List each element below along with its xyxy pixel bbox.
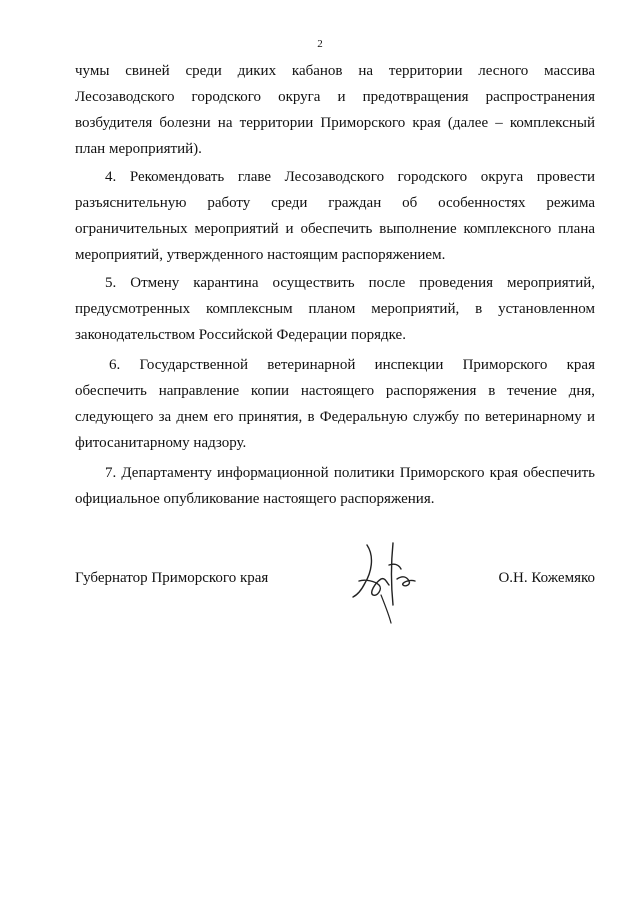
text-line: Лесозаводского городского округа и предотвращения распространения bbox=[75, 89, 595, 105]
text-line: ограничительных мероприятий и обеспечить выполнение комплексного плана bbox=[75, 221, 595, 237]
paragraph-item-4 bbox=[75, 164, 595, 268]
text-line: план мероприятий). bbox=[75, 141, 202, 157]
text-line: предусмотренных комплексным планом мероприятий, в установленном bbox=[75, 301, 595, 317]
page-number: 2 bbox=[317, 38, 323, 50]
paragraph-item-7 bbox=[75, 460, 595, 512]
signatory-position: Губернатор Приморского края bbox=[75, 570, 269, 586]
text-line: разъяснительную работу среди граждан об особенностях режима bbox=[75, 195, 595, 211]
paragraph-item-6 bbox=[75, 352, 595, 456]
paragraph-continuation bbox=[75, 58, 595, 162]
signatory-name: О.Н. Кожемяко bbox=[498, 570, 595, 586]
text-line: официальное опубликование настоящего распоряжения. bbox=[75, 491, 435, 507]
text-line: мероприятий, утвержденного настоящим распоряжением. bbox=[75, 247, 446, 263]
text-line: обеспечить направление копии настоящего распоряжения в течение дня, bbox=[75, 383, 595, 399]
text-line: следующего за днем его принятия, в Федеральную службу по ветеринарному и bbox=[75, 409, 595, 425]
handwritten-signature-icon bbox=[345, 535, 425, 625]
text-line: возбудителя болезни на территории Приморского края (далее – комплексный bbox=[75, 115, 595, 131]
text-line: фитосанитарному надзору. bbox=[75, 435, 247, 451]
text-line: 5. Отмену карантина осуществить после проведения мероприятий, bbox=[105, 275, 595, 291]
signature-block bbox=[75, 565, 595, 591]
paragraph-item-5 bbox=[75, 270, 595, 348]
text-line: 6. Государственной ветеринарной инспекции Приморского края bbox=[109, 357, 595, 373]
text-line: 7. Департаменту информационной политики Приморского края обеспечить bbox=[105, 465, 595, 481]
text-line: законодательством Российской Федерации порядке. bbox=[75, 327, 406, 343]
text-line: 4. Рекомендовать главе Лесозаводского городского округа провести bbox=[105, 169, 595, 185]
text-line: чумы свиней среди диких кабанов на территории лесного массива bbox=[75, 63, 595, 79]
